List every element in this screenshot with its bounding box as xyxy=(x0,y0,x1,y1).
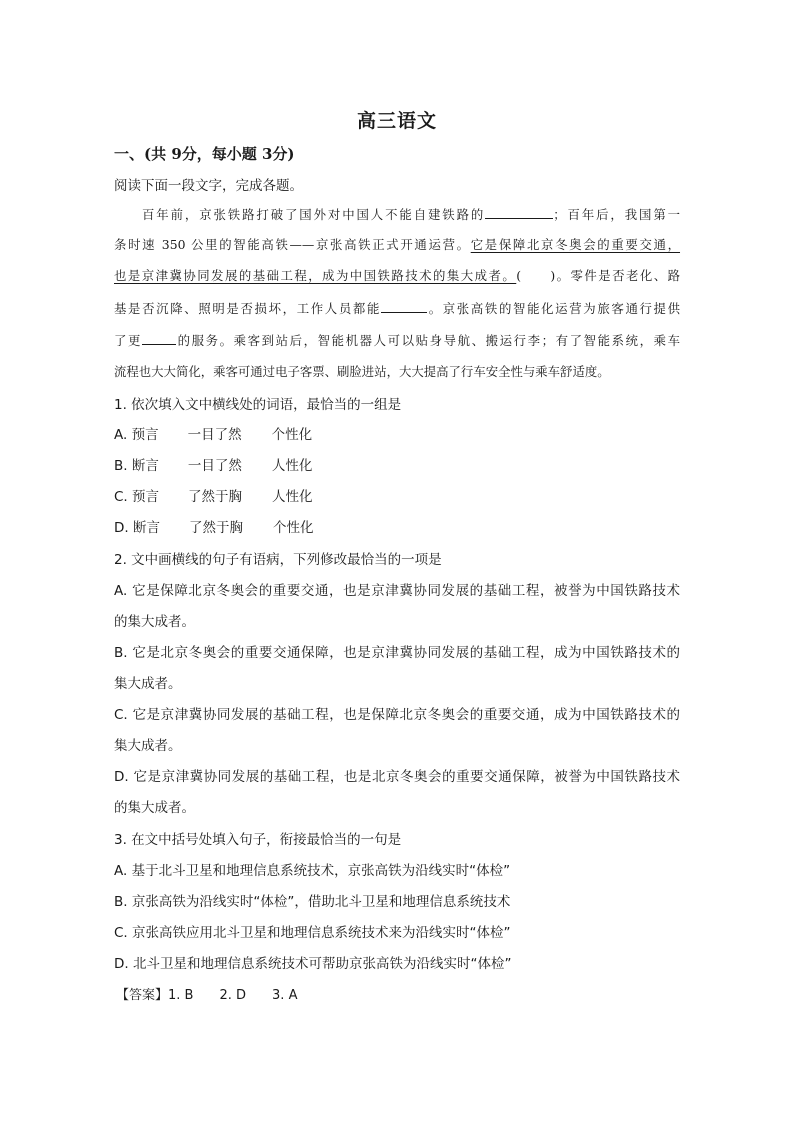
question-1-option-a: A. 预言 一目了然 个性化 xyxy=(114,427,313,443)
passage-text: 基是否沉降、照明是否损坏，工作人员都能 xyxy=(114,301,382,316)
question-1-option-d: D. 断言 了然于胸 个性化 xyxy=(114,520,314,536)
question-2-option-c: C. 它是京津冀协同发展的基础工程，也是保障北京冬奥会的重要交通，成为中国铁路技术的 xyxy=(114,707,680,723)
passage-line-2 xyxy=(114,235,680,255)
passage-text: 百年前，京张铁路打破了国外对中国人不能自建铁路的 xyxy=(142,207,486,222)
question-3-stem: 3. 在文中括号处填入句子，衔接最恰当的一句是 xyxy=(114,832,402,848)
underlined-sentence: 也是京津冀协同发展的基础工程，成为中国铁路技术的集大成者。 xyxy=(114,268,517,283)
question-3-option-b: B. 京张高铁为沿线实时“体检”，借助北斗卫星和地理信息系统技术 xyxy=(114,894,511,910)
passage-text: 了更 xyxy=(114,333,142,348)
answer-line xyxy=(116,986,297,1006)
passage-line-4 xyxy=(114,298,680,319)
question-3-option-a: A. 基于北斗卫星和地理信息系统技术，京张高铁为沿线实时“体检” xyxy=(114,863,511,879)
passage-line-1 xyxy=(114,204,680,225)
passage-line-6: 流程也大大简化，乘客可通过电子客票、刷脸进站，大大提高了行车安全性与乘车舒适度。 xyxy=(114,364,610,379)
question-3-option-d: D. 北斗卫星和地理信息系统技术可帮助京张高铁为沿线实时“体检” xyxy=(114,956,512,972)
answer-tag: 【答案】 xyxy=(116,988,169,1003)
underlined-sentence: 它是保障北京冬奥会的重要交通， xyxy=(470,237,681,252)
passage-text: ；百年后，我国第一 xyxy=(553,207,681,222)
question-2-option-d-cont: 的集大成者。 xyxy=(114,800,195,816)
answer-item-2: 2. D xyxy=(219,988,247,1003)
answer-item-1: 1. B xyxy=(168,988,194,1003)
section-heading: 一、(共 9分，每小题 3分) xyxy=(114,145,295,163)
question-2-option-b-cont: 集大成者。 xyxy=(114,676,182,692)
question-1-stem: 1. 依次填入文中横线处的词语，最恰当的一组是 xyxy=(114,397,402,413)
question-1-option-c: C. 预言 了然于胸 人性化 xyxy=(114,489,313,505)
question-2-option-d: D. 它是京津冀协同发展的基础工程，也是北京冬奥会的重要交通保障，被誉为中国铁路技术 xyxy=(114,769,681,785)
question-2-stem: 2. 文中画横线的句子有语病，下列修改最恰当的一项是 xyxy=(114,552,442,568)
fill-blank-1 xyxy=(485,204,553,219)
passage-text: 。京张高铁的智能化运营为旅客通行提供 xyxy=(427,301,681,316)
fill-blank-2 xyxy=(381,298,427,313)
question-3-option-c: C. 京张高铁应用北斗卫星和地理信息系统技术来为沿线实时“体检” xyxy=(114,925,511,941)
question-2-option-a-cont: 的集大成者。 xyxy=(114,614,195,630)
passage-text: ( )。零件是否老化、路 xyxy=(516,268,680,283)
question-2-option-a: A. 它是保障北京冬奥会的重要交通，也是京津冀协同发展的基础工程，被誉为中国铁路技术 xyxy=(114,583,680,599)
passage-line-5 xyxy=(114,330,680,351)
question-2-option-c-cont: 集大成者。 xyxy=(114,738,182,754)
passage-line-3 xyxy=(114,266,680,286)
passage-text: 条时速 350 公里的智能高铁——京张高铁正式开通运营。 xyxy=(114,237,471,252)
question-2-option-b: B. 它是北京冬奥会的重要交通保障，也是京津冀协同发展的基础工程，成为中国铁路技术的 xyxy=(114,645,681,661)
fill-blank-3 xyxy=(142,330,176,345)
answer-item-3: 3. A xyxy=(272,988,298,1003)
passage-text: 的服务。乘客到站后，智能机器人可以贴身导航、搬运行李；有了智能系统，乘车 xyxy=(176,333,680,348)
question-1-option-b: B. 断言 一目了然 人性化 xyxy=(114,458,313,474)
page-title: 高三语文 xyxy=(356,110,437,132)
instruction-text: 阅读下面一段文字，完成各题。 xyxy=(114,178,303,194)
